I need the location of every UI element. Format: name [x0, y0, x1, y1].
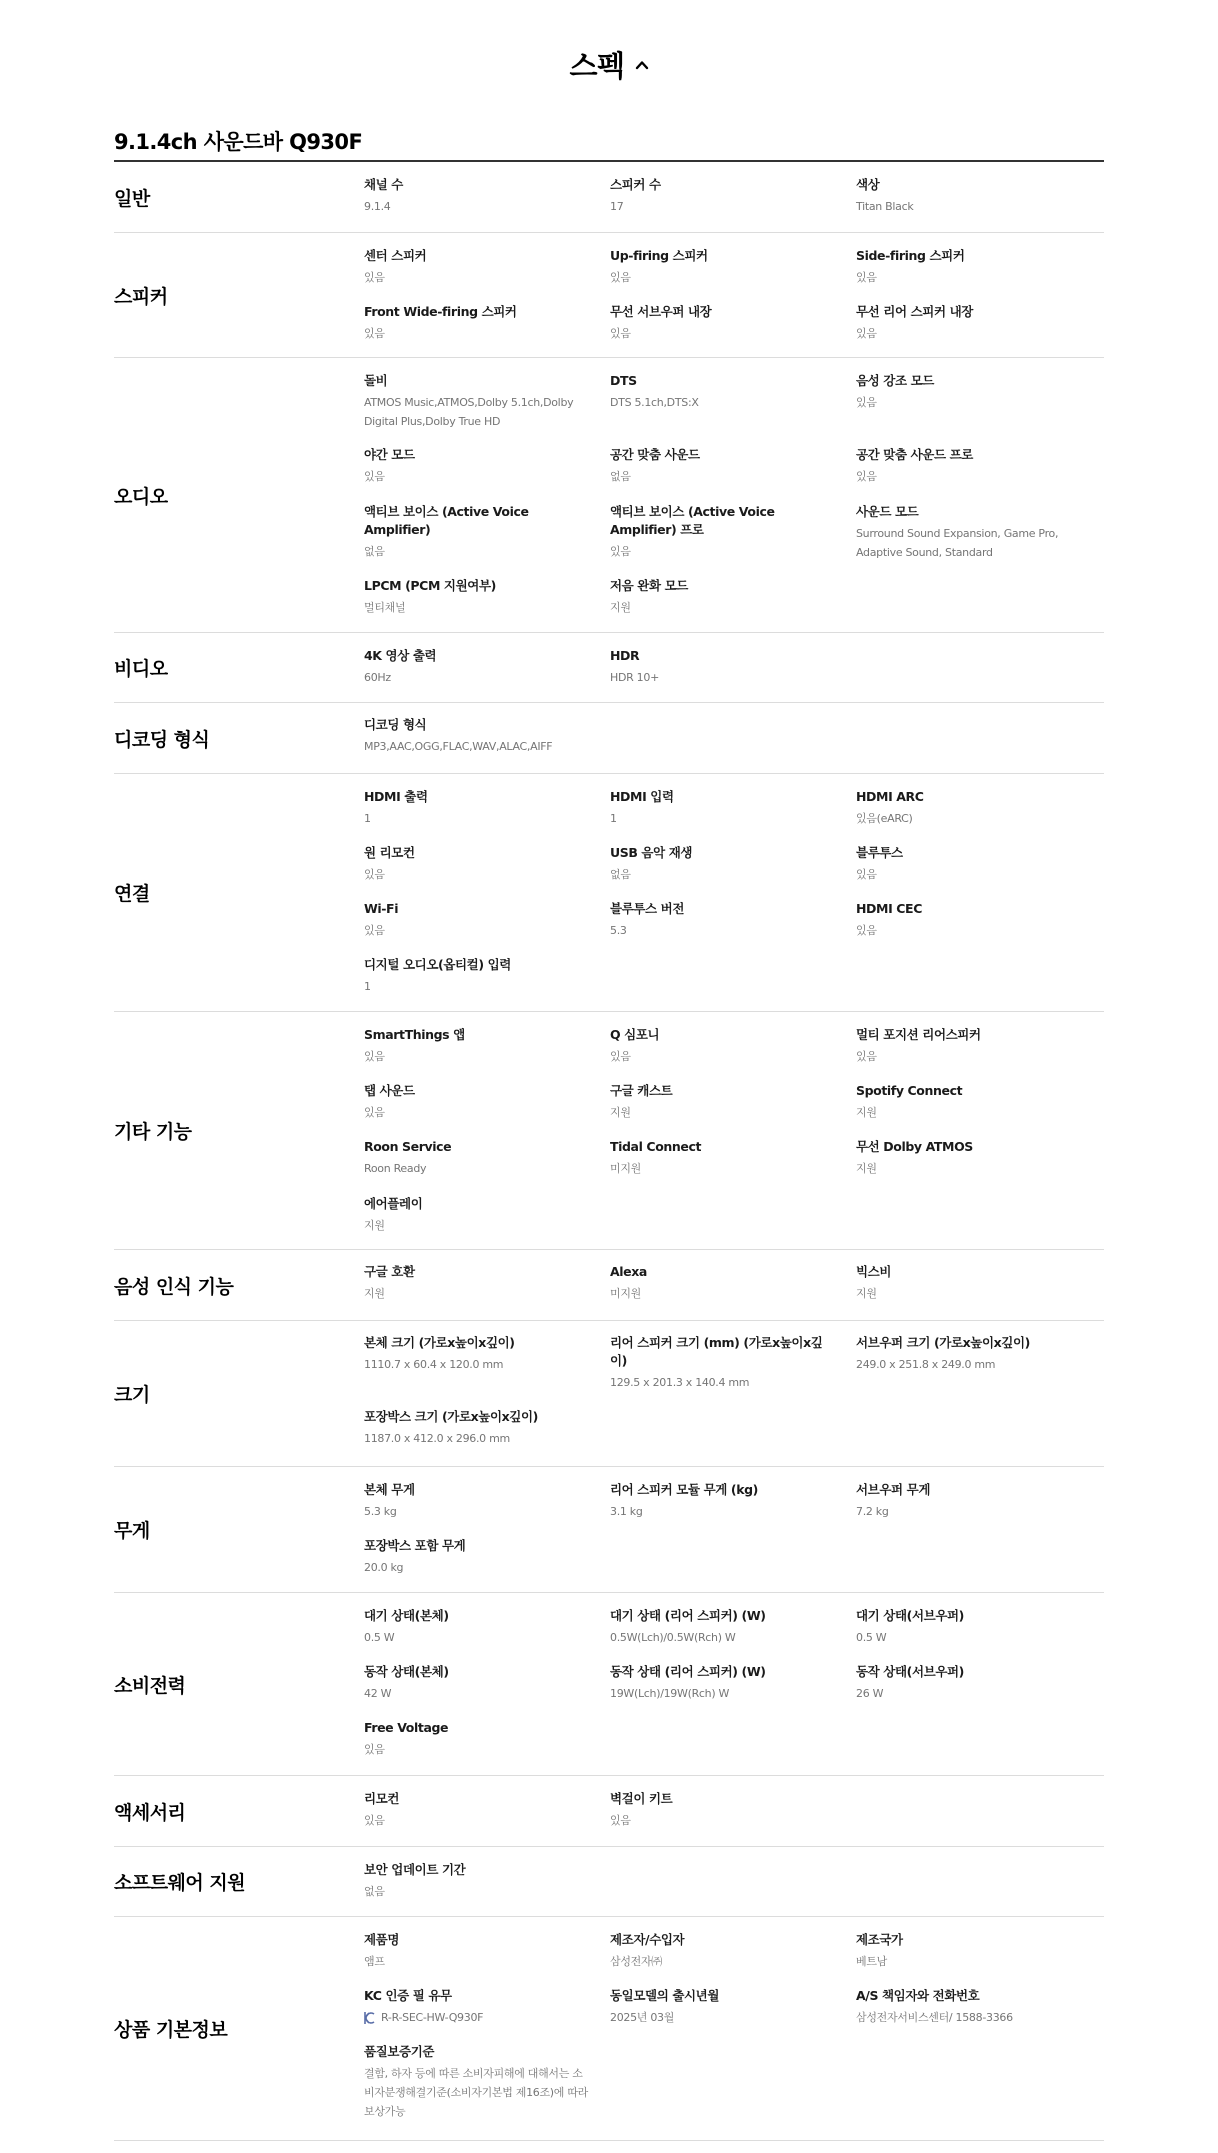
spec-item [364, 1790, 610, 1846]
spec-item-label: SmartThings 앱 [364, 1027, 465, 1042]
spec-item [610, 372, 856, 446]
spec-item-label: 포장박스 크기 (가로x높이x깊이) [364, 1409, 538, 1424]
spec-item-label: Spotify Connect [856, 1083, 963, 1098]
spec-item [610, 1663, 856, 1719]
spec-item-value: 0.5 W [856, 1631, 887, 1644]
spec-item-label: 동작 상태 (리어 스피커) (W) [610, 1664, 766, 1679]
spec-item-value: Surround Sound Expansion, Game Pro, Adaptive Sound, Standard [856, 527, 1059, 559]
spec-item-value: 있음 [364, 924, 385, 937]
spec-item-value: 0.5W(Lch)/0.5W(Rch) W [610, 1631, 736, 1644]
spec-section [114, 703, 1104, 774]
spec-items [364, 358, 1104, 632]
spec-item-label: 무선 리어 스피커 내장 [856, 304, 973, 319]
spec-item [856, 900, 1102, 956]
spec-item [364, 1082, 610, 1138]
spec-item-value: 지원 [856, 1106, 877, 1119]
spec-item-label: 서브우퍼 크기 (가로x높이x깊이) [856, 1335, 1030, 1350]
spec-item-value: 결함, 하자 등에 따른 소비자피해에 대해서는 소비자분쟁해결기준(소비자기본법 제16조)에 따라 보상가능 [364, 2067, 588, 2118]
spec-item-value: 있음 [610, 545, 631, 558]
spec-item [364, 1481, 610, 1537]
spec-item-label: 원 리모컨 [364, 845, 415, 860]
spec-item-label: HDMI CEC [856, 901, 922, 916]
section-label: 액세서리 [114, 1801, 186, 1824]
spec-item [610, 176, 856, 232]
spec-item-label: 동작 상태(본체) [364, 1664, 449, 1679]
spec-item [364, 1719, 610, 1775]
spec-item-value: 있음 [856, 924, 877, 937]
spec-item-value: 129.5 x 201.3 x 140.4 mm [610, 1376, 750, 1389]
spec-item-label: 센터 스피커 [364, 248, 427, 263]
section-label: 디코딩 형식 [114, 728, 210, 751]
spec-item-label: KC 인증 필 유무 [364, 1988, 452, 2003]
spec-item-label: 음성 강조 모드 [856, 373, 934, 388]
spec-item-value: 있음 [364, 868, 385, 881]
spec-item-value: ATMOS Music,ATMOS,Dolby 5.1ch,Dolby Digital Plus,Dolby True HD [364, 396, 574, 428]
spec-item-label: 리어 스피커 크기 (mm) (가로x높이x깊이) [610, 1335, 823, 1368]
kc-certification-icon [364, 2011, 375, 2025]
spec-item-value: 지원 [856, 1287, 877, 1300]
spec-item [364, 716, 610, 772]
spec-item-value: 있음 [364, 1743, 385, 1756]
spec-section [114, 633, 1104, 703]
spec-item [856, 372, 1102, 446]
spec-item-label: 공간 맞춤 사운드 프로 [856, 447, 973, 462]
spec-item [610, 1790, 856, 1846]
section-label: 비디오 [114, 658, 168, 680]
spec-item-label: 벽걸이 키트 [610, 1791, 673, 1806]
spec-item-value: 7.2 kg [856, 1505, 889, 1518]
spec-item-value: 있음 [856, 1050, 877, 1063]
spec-items [364, 1917, 1104, 2140]
spec-section [114, 1467, 1104, 1593]
spec-section [114, 1776, 1104, 1847]
spec-item-label: 리어 스피커 모듈 무게 (kg) [610, 1482, 758, 1497]
spec-item [364, 372, 610, 446]
spec-item-value: 멀티채널 [364, 601, 406, 614]
section-label: 소비전력 [114, 1674, 186, 1697]
spec-section [114, 1321, 1104, 1467]
spec-item [364, 1138, 610, 1195]
section-label: 기타 기능 [114, 1121, 192, 1143]
spec-item [364, 1607, 610, 1663]
spec-item-value: 19W(Lch)/19W(Rch) W [610, 1687, 730, 1700]
spec-item-label: 대기 상태(서브우퍼) [856, 1608, 964, 1623]
spec-item [856, 1334, 1102, 1408]
spec-item [364, 1408, 610, 1464]
spec-items [364, 633, 1104, 702]
spec-item-label: 액티브 보이스 (Active Voice Amplifier) 프로 [610, 504, 775, 537]
spec-header [0, 44, 1218, 85]
spec-item-value: DTS 5.1ch,DTS:X [610, 396, 699, 409]
spec-title: 스펙 [569, 49, 625, 83]
spec-item-label: 채널 수 [364, 177, 403, 192]
spec-item-label: HDMI 입력 [610, 789, 674, 804]
spec-section [114, 1012, 1104, 1250]
spec-item-value: 17 [610, 200, 624, 213]
spec-item [856, 1663, 1102, 1719]
spec-item-value: 있음 [856, 327, 877, 340]
spec-item-label: 제조자/수입자 [610, 1932, 685, 1947]
spec-item [364, 1931, 610, 1987]
spec-item-label: Front Wide-firing 스피커 [364, 304, 517, 319]
spec-item-value: 있음 [610, 271, 631, 284]
spec-item-value: 미지원 [610, 1162, 641, 1175]
spec-item [610, 1138, 856, 1195]
spec-item-value: Titan Black [856, 200, 914, 213]
spec-item [856, 247, 1102, 303]
spec-items [364, 1321, 1104, 1466]
spec-item-label: LPCM (PCM 지원여부) [364, 578, 496, 593]
spec-item-value: 있음 [364, 1050, 385, 1063]
spec-item-value: 9.1.4 [364, 200, 391, 213]
spec-item-value: 있음 [364, 470, 385, 483]
spec-item-label: 제조국가 [856, 1932, 903, 1947]
spec-item [610, 1263, 856, 1319]
spec-item-value: 있음 [364, 1814, 385, 1827]
spec-item [610, 1481, 856, 1537]
spec-item-label: Tidal Connect [610, 1139, 702, 1154]
spec-item [364, 1987, 610, 2043]
spec-item-label: Up-firing 스피커 [610, 248, 708, 263]
spec-item-value: 있음 [856, 271, 877, 284]
spec-item [856, 1026, 1102, 1082]
spec-item-label: HDMI ARC [856, 789, 924, 804]
section-label: 음성 인식 기능 [114, 1275, 234, 1298]
spec-item-value: MP3,AAC,OGG,FLAC,WAV,ALAC,AIFF [364, 740, 553, 753]
spec-item [364, 1026, 610, 1082]
spec-item [364, 900, 610, 956]
spec-item-label: 탭 사운드 [364, 1083, 415, 1098]
spec-item [364, 844, 610, 900]
spec-item [364, 956, 610, 1012]
spec-items [364, 1467, 1104, 1592]
spec-items [364, 703, 1104, 773]
spec-item-value: 60Hz [364, 671, 391, 684]
spec-item [364, 503, 610, 577]
spec-item [856, 503, 1102, 577]
spec-item-label: HDR [610, 648, 640, 663]
spec-section [114, 233, 1104, 358]
spec-item-value: 있음 [856, 396, 877, 409]
spec-section [114, 162, 1104, 233]
spec-item-label: 색상 [856, 177, 880, 192]
spec-item [856, 1931, 1102, 1987]
spec-item-label: 사운드 모드 [856, 504, 919, 519]
section-label: 크기 [114, 1384, 150, 1406]
spec-item [364, 247, 610, 303]
spec-item-value: 베트남 [856, 1955, 887, 1968]
spec-item-value: 없음 [610, 868, 631, 881]
spec-item-value: 있음 [610, 1814, 631, 1827]
spec-item-label: 무선 서브우퍼 내장 [610, 304, 712, 319]
spec-item [364, 446, 610, 503]
spec-item [610, 647, 856, 703]
section-label: 상품 기본정보 [114, 2019, 228, 2041]
spec-item [856, 303, 1102, 359]
spec-item-value: 20.0 kg [364, 1561, 404, 1574]
spec-item-label: 제품명 [364, 1932, 400, 1947]
spec-item-value: 1187.0 x 412.0 x 296.0 mm [364, 1432, 510, 1445]
spec-item-value: 42 W [364, 1687, 392, 1700]
spec-item-label: 블루투스 버전 [610, 901, 685, 916]
spec-item-label: 야간 모드 [364, 447, 415, 462]
spec-item-label: 대기 상태(본체) [364, 1608, 449, 1623]
spec-items [364, 1776, 1104, 1846]
spec-item-value: 있음 [856, 868, 877, 881]
spec-item-label: 포장박스 포함 무게 [364, 1538, 466, 1553]
spec-item-label: Roon Service [364, 1139, 452, 1154]
spec-item-value: 없음 [610, 470, 631, 483]
spec-item [610, 1987, 856, 2043]
section-label: 무게 [114, 1520, 150, 1542]
spec-item [856, 1607, 1102, 1663]
spec-item [610, 1607, 856, 1663]
spec-items [364, 774, 1104, 1011]
spec-item [610, 900, 856, 956]
spec-item-value: 3.1 kg [610, 1505, 643, 1518]
kc-cert-number: R-R-SEC-HW-Q930F [381, 2011, 484, 2024]
section-label: 연결 [114, 883, 150, 905]
spec-item [610, 446, 856, 503]
spec-item-value: Roon Ready [364, 1162, 427, 1175]
spec-item-value: 있음 [610, 1050, 631, 1063]
spec-sections [114, 162, 1104, 2141]
spec-item-label: 공간 맞춤 사운드 [610, 447, 700, 462]
spec-item-label: 보안 업데이트 기간 [364, 1862, 466, 1877]
spec-item [364, 1537, 610, 1593]
spec-item [856, 788, 1102, 844]
spec-item-value: 있음 [364, 327, 385, 340]
spec-item [364, 1663, 610, 1719]
spec-item-label: 본체 크기 (가로x높이x깊이) [364, 1335, 515, 1350]
spec-item-value: 1 [610, 812, 617, 825]
spec-item [856, 1263, 1102, 1319]
spec-item-label: 스피커 수 [610, 177, 661, 192]
spec-section [114, 1847, 1104, 1917]
spec-item [610, 247, 856, 303]
spec-item-value: 1 [364, 812, 371, 825]
spec-item-label: 본체 무게 [364, 1482, 415, 1497]
spec-section [114, 774, 1104, 1012]
spec-item-label: 리모컨 [364, 1791, 400, 1806]
spec-item [610, 1082, 856, 1138]
section-label: 일반 [114, 187, 150, 210]
spec-item-label: HDMI 출력 [364, 789, 428, 804]
spec-section [114, 358, 1104, 633]
spec-item-value: 1 [364, 980, 371, 993]
spec-item-label: 동작 상태(서브우퍼) [856, 1664, 964, 1679]
spec-items [364, 233, 1104, 357]
spec-item-label: 디지털 오디오(옵티컬) 입력 [364, 957, 511, 972]
spec-item [364, 647, 610, 703]
spec-item-label: Q 심포니 [610, 1027, 660, 1042]
spec-items [364, 1847, 1104, 1916]
spec-item-label: 돌비 [364, 373, 388, 388]
spec-item [610, 503, 856, 577]
spec-item-value: 지원 [856, 1162, 877, 1175]
spec-item [856, 1138, 1102, 1195]
spec-item-label: 디코딩 형식 [364, 717, 427, 732]
spec-item-label: USB 음악 재생 [610, 845, 693, 860]
spec-item-label: 멀티 포지션 리어스피커 [856, 1027, 981, 1042]
spec-item [364, 1334, 610, 1408]
spec-item-label: 빅스비 [856, 1264, 892, 1279]
spec-item-label: 서브우퍼 무게 [856, 1482, 931, 1497]
spec-item-value: 없음 [364, 545, 385, 558]
spec-item-label: 에어플레이 [364, 1196, 423, 1211]
spec-item-value: 있음 [856, 470, 877, 483]
spec-item-value: 있음(eARC) [856, 812, 913, 825]
spec-item-value: 있음 [610, 327, 631, 340]
spec-item-value: HDR 10+ [610, 671, 659, 684]
section-label: 오디오 [114, 485, 168, 508]
spec-item-value: 5.3 kg [364, 1505, 397, 1518]
spec-item-value [364, 2008, 483, 2027]
spec-item-value: 삼성전자서비스센터/ 1588-3366 [856, 2011, 1013, 2024]
spec-item-label: 4K 영상 출력 [364, 648, 437, 663]
spec-item-label: 구글 호환 [364, 1264, 415, 1279]
spec-item [610, 844, 856, 900]
spec-item-label: Side-firing 스피커 [856, 248, 965, 263]
spec-item [856, 176, 1102, 232]
spec-items [364, 1012, 1104, 1249]
spec-item-value: 5.3 [610, 924, 627, 937]
spec-item [610, 303, 856, 359]
spec-item-label: 대기 상태 (리어 스피커) (W) [610, 1608, 766, 1623]
spec-item [610, 577, 856, 633]
spec-item-value: 0.5 W [364, 1631, 395, 1644]
spec-section [114, 1250, 1104, 1321]
spec-item-value: 2025년 03월 [610, 2011, 675, 2024]
spec-item-label: Free Voltage [364, 1720, 449, 1735]
spec-item [856, 1082, 1102, 1138]
spec-item [856, 1481, 1102, 1537]
spec-item [364, 303, 610, 359]
spec-item [856, 446, 1102, 503]
spec-item [364, 1861, 610, 1917]
spec-item-label: A/S 책임자와 전화번호 [856, 1988, 980, 2003]
chevron-up-icon [635, 58, 649, 72]
spec-item [364, 1263, 610, 1319]
spec-item [364, 176, 610, 232]
spec-item [364, 577, 610, 633]
spec-item-value: 삼성전자㈜ [610, 1955, 663, 1968]
spec-item [610, 1334, 856, 1408]
spec-item-value: 있음 [364, 271, 385, 284]
spec-section [114, 1917, 1104, 2141]
spec-item-label: 동일모델의 출시년월 [610, 1988, 720, 2003]
spec-item-label: 저음 완화 모드 [610, 578, 688, 593]
spec-item [856, 844, 1102, 900]
spec-item [610, 1931, 856, 1987]
spec-items [364, 1250, 1104, 1320]
spec-item-value: 26 W [856, 1687, 884, 1700]
spec-items [364, 1593, 1104, 1775]
spec-item-label: 블루투스 [856, 845, 903, 860]
spec-item-label: Wi-Fi [364, 901, 399, 916]
spec-section [114, 1593, 1104, 1776]
spec-item-label: 품질보증기준 [364, 2044, 435, 2059]
spec-item-value: 지원 [364, 1219, 385, 1232]
spec-item-value: 없음 [364, 1885, 385, 1898]
spec-item-value: 지원 [364, 1287, 385, 1300]
spec-item-label: Alexa [610, 1264, 647, 1279]
spec-collapse-toggle[interactable] [569, 44, 648, 85]
spec-item-value: 지원 [610, 1106, 631, 1119]
spec-item [610, 788, 856, 844]
spec-item [610, 1026, 856, 1082]
spec-item [364, 1195, 610, 1251]
spec-item-label: 구글 캐스트 [610, 1083, 673, 1098]
spec-item-label: 무선 Dolby ATMOS [856, 1139, 973, 1154]
spec-item [364, 2043, 610, 2133]
section-label: 소프트웨어 지원 [114, 1872, 246, 1894]
spec-item [364, 788, 610, 844]
spec-item-value: 1110.7 x 60.4 x 120.0 mm [364, 1358, 504, 1371]
spec-items [364, 162, 1104, 232]
spec-item-value: 미지원 [610, 1287, 641, 1300]
product-name: 9.1.4ch 사운드바 Q930F [114, 130, 363, 154]
section-label: 스피커 [114, 285, 168, 308]
spec-item-value: 지원 [610, 601, 631, 614]
spec-item-value: 249.0 x 251.8 x 249.0 mm [856, 1358, 996, 1371]
spec-item-value: 있음 [364, 1106, 385, 1119]
spec-item-label: DTS [610, 373, 637, 388]
spec-item [856, 1987, 1102, 2043]
spec-item-label: 액티브 보이스 (Active Voice Amplifier) [364, 504, 529, 537]
spec-item-value: 앰프 [364, 1955, 385, 1968]
